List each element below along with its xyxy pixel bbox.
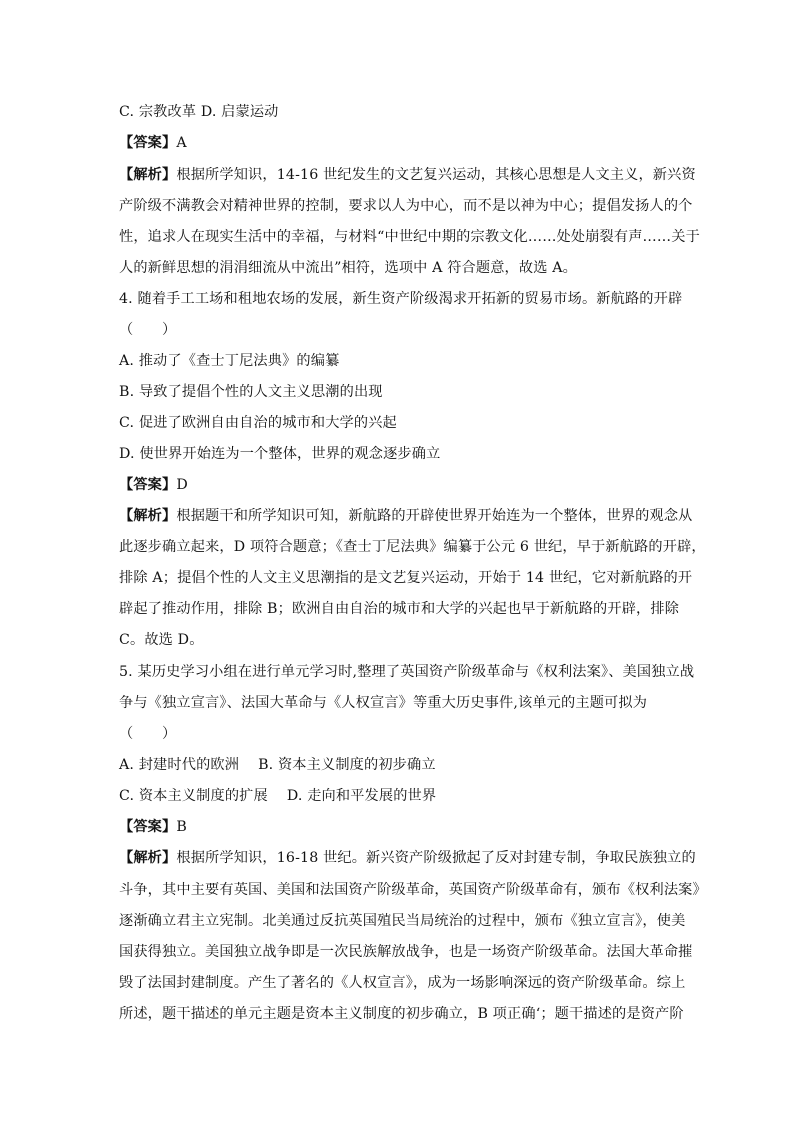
answer-label: 【答案】 [119, 819, 177, 835]
q5-stem-line-2: 争与《独立宣言》、法国大革命与《人权宣言》等重大历史事件,该单元的主题可拟为 [119, 695, 648, 711]
q5-analysis-line-3: 逐渐确立君主立宪制。北美通过反抗英国殖民当局统治的过程中，颁布《独立宣言》，使美 [119, 913, 686, 929]
q3-options-line: C. 宗教改革 D. 启蒙运动 [119, 104, 279, 120]
answer-label: 【答案】 [119, 477, 177, 493]
q4-analysis-line-3: 排除 A；提倡个性的人文主义思潮指的是文艺复兴运动，开始于 14 世纪，它对新航路的开 [119, 570, 693, 586]
q5-analysis-line-6: 所述，题干描述的单元主题是资本主义制度的初步确立，B 项正确‘；题干描述的是资产阶 [119, 1006, 684, 1022]
q5-analysis-line-5: 毁了法国封建制度。产生了著名的《人权宣言》，成为一场影响深远的资产阶级革命。综上 [119, 975, 686, 991]
answer-label: 【答案】 [119, 135, 177, 151]
q5-options-line-2: C. 资本主义制度的扩展 D. 走向和平发展的世界 [119, 788, 437, 804]
q4-option-d: D. 使世界开始连为一个整体，世界的观念逐步确立 [119, 446, 441, 462]
q5-stem-line-1: 5. 某历史学习小组在进行单元学习时,整理了英国资产阶级革命与《权利法案》、美国独立战 [119, 664, 695, 680]
q4-option-c: C. 促进了欧洲自由自治的城市和大学的兴起 [119, 415, 397, 431]
q4-option-a: A. 推动了《查士丁尼法典》的编纂 [119, 353, 340, 369]
q3-analysis-line-3: 性，追求人在现实生活中的幸福，与材料“中世纪中期的宗教文化……处处崩裂有声……关于 [119, 229, 700, 245]
q5-stem-line-3: （ ） [119, 726, 177, 742]
q3-analysis-line-2: 产阶级不满教会对精神世界的控制，要求以人为中心，而不是以神为中心；提倡发扬人的个 [119, 198, 693, 214]
q5-options-line-1: A. 封建时代的欧洲 B. 资本主义制度的初步确立 [119, 757, 436, 773]
q5-analysis-line-1 [119, 848, 696, 868]
analysis-label: 【解析】 [119, 167, 177, 183]
analysis-text: 根据题干和所学知识可知，新航路的开辟使世界开始连为一个整体，世界的观念从 [176, 508, 693, 524]
analysis-label: 【解析】 [119, 508, 177, 524]
q4-stem-line-1: 4. 随着手工工场和租地农场的发展，新生资产阶级渴求开拓新的贸易市场。新航路的开辟 [119, 291, 683, 307]
q3-analysis-line-4: 人的新鲜思想的涓涓细流从中流出”相符，选项中 A 符合题意，故选 A。 [119, 260, 577, 276]
q4-analysis-line-4: 辟起了推动作用，排除 B；欧洲自由自治的城市和大学的兴起也早于新航路的开辟，排除 [119, 601, 680, 617]
q5-answer [119, 817, 187, 837]
q3-answer [119, 133, 187, 153]
q4-option-b: B. 导致了提倡个性的人文主义思潮的出现 [119, 384, 383, 400]
q4-stem-line-2: （ ） [119, 322, 177, 338]
answer-value: B [176, 819, 187, 835]
q4-analysis-line-1 [119, 506, 693, 526]
analysis-label: 【解析】 [119, 850, 177, 866]
answer-value: D [176, 477, 188, 493]
q4-analysis-line-2: 此逐步确立起来，D 项符合题意；《查士丁尼法典》编纂于公元 6 世纪，早于新航路的开辟， [119, 539, 706, 555]
answer-value: A [176, 135, 187, 151]
q5-analysis-line-2: 斗争，其中主要有英国、美国和法国资产阶级革命，英国资产阶级革命有，颁布《权利法案》 [119, 882, 707, 898]
q3-analysis-line-1 [119, 165, 696, 185]
q4-answer [119, 475, 188, 495]
analysis-text: 根据所学知识，14-16 世纪发生的文艺复兴运动，其核心思想是人文主义，新兴资 [176, 167, 696, 183]
analysis-text: 根据所学知识，16-18 世纪。新兴资产阶级掀起了反对封建专制，争取民族独立的 [176, 850, 696, 866]
q4-analysis-line-5: C。故选 D。 [119, 632, 204, 648]
q5-analysis-line-4: 国获得独立。美国独立战争即是一次民族解放战争，也是一场资产阶级革命。法国大革命摧 [119, 944, 693, 960]
